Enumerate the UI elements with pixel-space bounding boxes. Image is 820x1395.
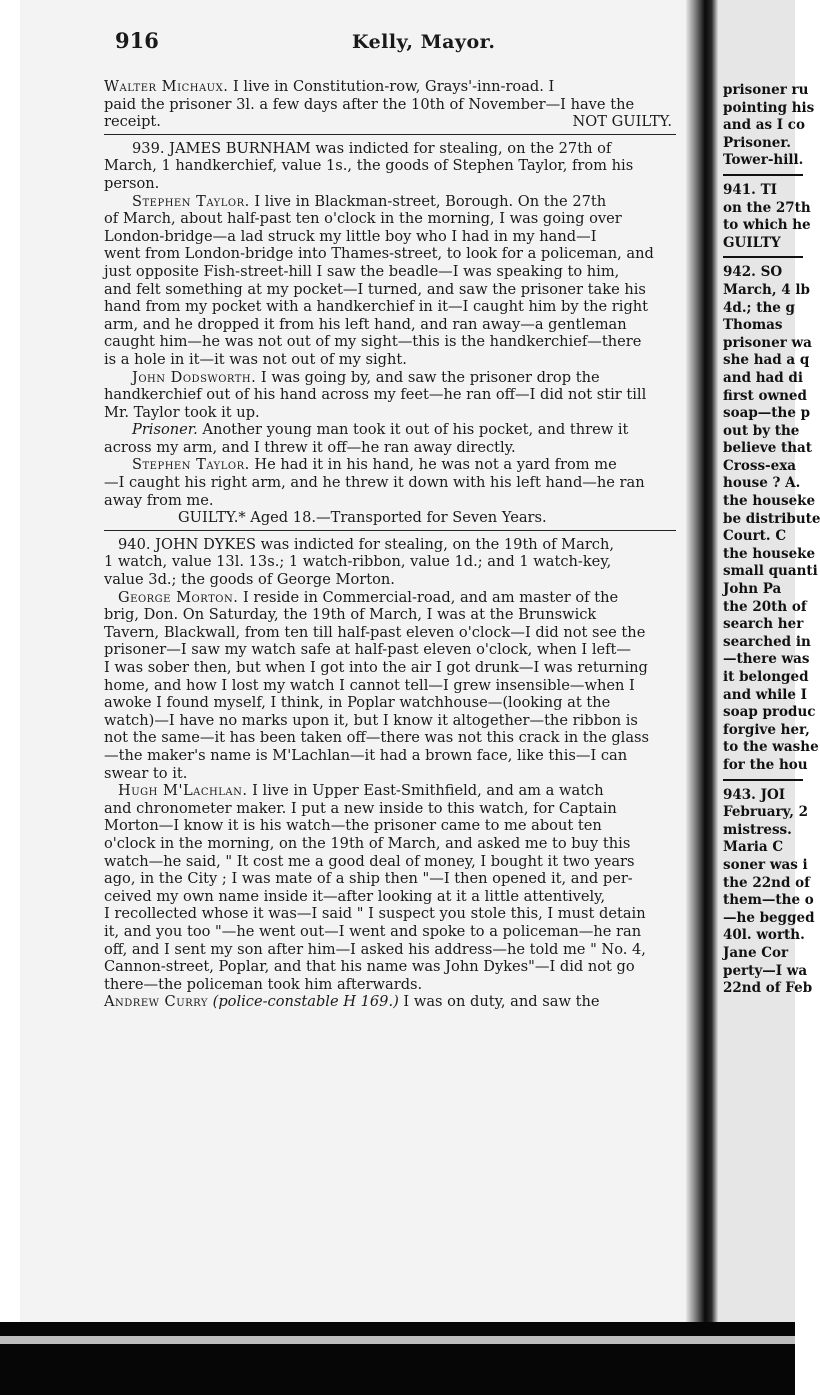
right-page-text xyxy=(723,82,820,998)
text-line: person. xyxy=(104,174,160,192)
right-page-line: forgive her, xyxy=(723,721,810,738)
witness-name: Andrew Curry xyxy=(104,993,208,1011)
text-line: caught him—he was not out of my sight—this is the handkerchief—there xyxy=(104,333,642,351)
right-page-line: —there was xyxy=(723,651,810,668)
text-line: off, and I sent my son after him—I asked his address—he told me " No. 4, xyxy=(104,940,646,958)
text-line: of March, about half-past ten o'clock in the morning, I was going over xyxy=(104,210,622,228)
case-divider xyxy=(104,134,676,135)
text-line: 1 watch, value 13l. 13s.; 1 watch-ribbon, value 1d.; and 1 watch-key, xyxy=(104,553,612,571)
right-page-line: and as I co xyxy=(723,117,805,134)
right-page-line: soner was i xyxy=(723,856,808,873)
right-page-line: pointing his xyxy=(723,99,815,116)
speaker-label: Prisoner. xyxy=(132,421,198,439)
right-page-line: 4d.; the g xyxy=(723,299,795,316)
right-page-line: and while I xyxy=(723,686,807,703)
witness-name: Stephen Taylor. xyxy=(132,456,250,474)
text-line: watch—he said, " It cost me a good deal of money, I bought it two years xyxy=(104,852,635,870)
right-page-line: searched in xyxy=(723,633,811,650)
case-divider xyxy=(723,174,803,176)
witness-name: Stephen Taylor. xyxy=(132,192,250,210)
right-page-line: 942. SO xyxy=(723,264,783,281)
right-page-line: Prisoner. xyxy=(723,134,791,151)
right-page-line: John Pa xyxy=(723,581,782,598)
text-line: value 3d.; the goods of George Morton. xyxy=(104,571,395,589)
case-divider xyxy=(723,779,803,781)
right-page-line: Maria C xyxy=(723,839,784,856)
right-page-line: believe that xyxy=(723,440,813,457)
text-line: I recollected whose it was—I said " I suspect you stole this, I must detain xyxy=(104,905,646,923)
right-page-line: it belonged xyxy=(723,669,809,685)
text-line: —I caught his right arm, and he threw it down with his left hand—he ran xyxy=(104,474,645,492)
scan-bottom-edge xyxy=(0,1322,795,1395)
verdict: NOT GUILTY. xyxy=(572,113,672,131)
text-line: Stephen Taylor. I live in Blackman-street, Borough. On the 27th xyxy=(132,192,607,210)
book-gutter xyxy=(686,0,718,1322)
text-line: Hugh M'Lachlan. I live in Upper East-Smithfield, and am a watch xyxy=(118,782,604,800)
text-line: Morton—I know it is his watch—the prisoner came to me about ten xyxy=(104,817,602,835)
text-line: o'clock in the morning, on the 19th of March, and asked me to buy this xyxy=(104,834,631,852)
scan-margin xyxy=(0,0,20,1322)
right-page-line: search her xyxy=(723,616,804,633)
right-page-line: prisoner wa xyxy=(723,334,812,351)
right-page-line: perty—I wa xyxy=(723,962,808,979)
right-page-line: prisoner ru xyxy=(723,82,809,98)
right-page-line: to the washe xyxy=(723,739,819,756)
witness-name: George Morton. xyxy=(118,588,239,606)
right-page-line: and had di xyxy=(723,369,803,386)
right-page-line: 22nd of Feb xyxy=(723,980,813,997)
text-line: Stephen Taylor. He had it in his hand, he was not a yard from me xyxy=(132,456,617,474)
right-page-line: —he begged xyxy=(723,909,815,926)
case-divider xyxy=(723,256,803,258)
text-line: away from me. xyxy=(104,491,214,509)
right-page-block xyxy=(723,787,813,998)
right-page-line: February, 2 xyxy=(723,804,809,821)
right-page-line: on the 27th xyxy=(723,199,811,216)
text-line: not the same—it has been taken off—there was not this crack in the glass xyxy=(104,729,650,747)
text-line: handkerchief out of his hand across my feet—he ran off—I did not stir till xyxy=(104,386,647,404)
text-line: John Dodsworth. I was going by, and saw the prisoner drop the xyxy=(132,368,600,386)
right-page-line: first owned xyxy=(723,387,807,404)
text-line: London-bridge—a lad struck my little boy who I had in my hand—I xyxy=(104,227,597,245)
right-page-line: soap produc xyxy=(723,704,816,721)
witness-name: John Dodsworth. xyxy=(132,368,257,386)
right-page-line: be distribute xyxy=(723,510,820,527)
text-line: there—the policeman took him afterwards. xyxy=(104,975,423,993)
left-page-text xyxy=(104,78,676,1011)
text-line: is a hole in it—it was not out of my sight. xyxy=(104,350,407,368)
right-page-block xyxy=(723,182,813,252)
right-page-block xyxy=(723,264,820,774)
text-line: ago, in the City ; I was mate of a ship then "—I then opened it, and per- xyxy=(104,870,633,888)
page-number: 916 xyxy=(115,28,159,53)
right-page-line: for the hou xyxy=(723,756,808,773)
right-page-line: she had a q xyxy=(723,352,810,369)
right-page-line: 941. TI xyxy=(723,181,777,198)
text-line: just opposite Fish-street-hill I saw the beadle—I was speaking to him, xyxy=(104,262,620,280)
verdict: GUILTY.* Aged 18.—Transported for Seven Years. xyxy=(178,509,547,527)
text-line: George Morton. I reside in Commercial-road, and am master of the xyxy=(118,588,619,606)
text-line: swear to it. xyxy=(104,764,188,782)
right-page-line: soap—the p xyxy=(723,405,811,422)
right-page-line: March, 4 lb xyxy=(723,281,810,298)
case-divider xyxy=(104,530,676,531)
text-line: Tavern, Blackwall, from ten till half-past eleven o'clock—I did not see the xyxy=(104,623,646,641)
text-line: prisoner—I saw my watch safe at half-past eleven o'clock, when I left— xyxy=(104,641,631,659)
text-line: went from London-bridge into Thames-street, to look for a policeman, and xyxy=(104,245,654,263)
text-line: paid the prisoner 3l. a few days after the 10th of November—I have the xyxy=(104,95,635,113)
right-page-line: out by the xyxy=(723,422,800,439)
right-page-line: Cross-exa xyxy=(723,457,797,474)
right-page-line: the 20th of xyxy=(723,598,807,615)
text-line: receipt. NOT GUILTY. xyxy=(104,113,672,131)
right-page-line: house ? A. xyxy=(723,475,801,492)
right-page-line: Court. C xyxy=(723,528,787,545)
right-page-line: small quanti xyxy=(723,563,818,580)
right-page-line: Tower-hill. xyxy=(723,152,804,169)
text-line: I was sober then, but when I got into the air I got drunk—I was returning xyxy=(104,659,648,676)
text-line: —the maker's name is M'Lachlan—it had a brown face, like this—I can xyxy=(104,746,628,764)
text-line: brig, Don. On Saturday, the 19th of March, I was at the Brunswick xyxy=(104,606,597,624)
running-head: Kelly, Mayor. xyxy=(352,31,496,53)
text-line: it, and you too "—he went out—I went and spoke to a policeman—he ran xyxy=(104,922,642,940)
text-line: hand from my pocket with a handkerchief in it—I caught him by the right xyxy=(104,298,649,316)
right-page-line: the houseke xyxy=(723,493,816,510)
right-page-line: the houseke xyxy=(723,545,816,562)
text-line: Prisoner. Another young man took it out of his pocket, and threw it xyxy=(132,421,629,439)
text-line: across my arm, and I threw it off—he ran away directly. xyxy=(104,438,516,456)
text-line: awoke I found myself, I think, in Poplar watchhouse—(looking at the xyxy=(104,694,611,712)
right-page-line: 943. JOI xyxy=(723,786,786,803)
right-page-line: the 22nd of xyxy=(723,874,810,891)
right-page-line: mistress. xyxy=(723,821,792,838)
right-page-line: 40l. worth. xyxy=(723,927,805,944)
case-heading: 939. JAMES BURNHAM was indicted for stealing, on the 27th of xyxy=(132,139,612,157)
text-line: Andrew Curry (police-constable H 169.) I was on duty, and saw the xyxy=(104,993,600,1011)
text-line: March, 1 handkerchief, value 1s., the goods of Stephen Taylor, from his xyxy=(104,157,634,175)
right-page-line: them—the o xyxy=(723,892,814,909)
text-line: Walter Michaux. I live in Constitution-row, Grays'-inn-road. I xyxy=(104,78,555,95)
witness-name: Hugh M'Lachlan. xyxy=(118,782,248,800)
text-line: arm, and he dropped it from his left hand, and ran away—a gentleman xyxy=(104,315,627,333)
right-page-line: Jane Cor xyxy=(723,944,789,961)
text-line: Cannon-street, Poplar, and that his name was John Dykes"—I did not go xyxy=(104,958,635,976)
right-page-line: Thomas xyxy=(723,317,783,334)
right-page-line: GUILTY xyxy=(723,234,781,251)
right-page-line: to which he xyxy=(723,217,811,234)
scan-bottom-strip xyxy=(0,1336,795,1344)
text-line: Mr. Taylor took it up. xyxy=(104,403,260,421)
text-line: and chronometer maker. I put a new inside to this watch, for Captain xyxy=(104,799,617,817)
text-line: home, and how I lost my watch I cannot tell—I grew insensible—when I xyxy=(104,676,635,694)
text-line: ceived my own name inside it—after looking at it a little attentively, xyxy=(104,887,606,905)
case-heading: 940. JOHN DYKES was indicted for stealing, on the 19th of March, xyxy=(118,535,615,553)
right-page-block xyxy=(723,82,813,170)
page-header xyxy=(115,28,675,62)
witness-name: Walter Michaux. xyxy=(104,78,229,95)
text-line: watch)—I have no marks upon it, but I know it altogether—the ribbon is xyxy=(104,711,638,729)
text-line: and felt something at my pocket—I turned, and saw the prisoner take his xyxy=(104,280,646,298)
